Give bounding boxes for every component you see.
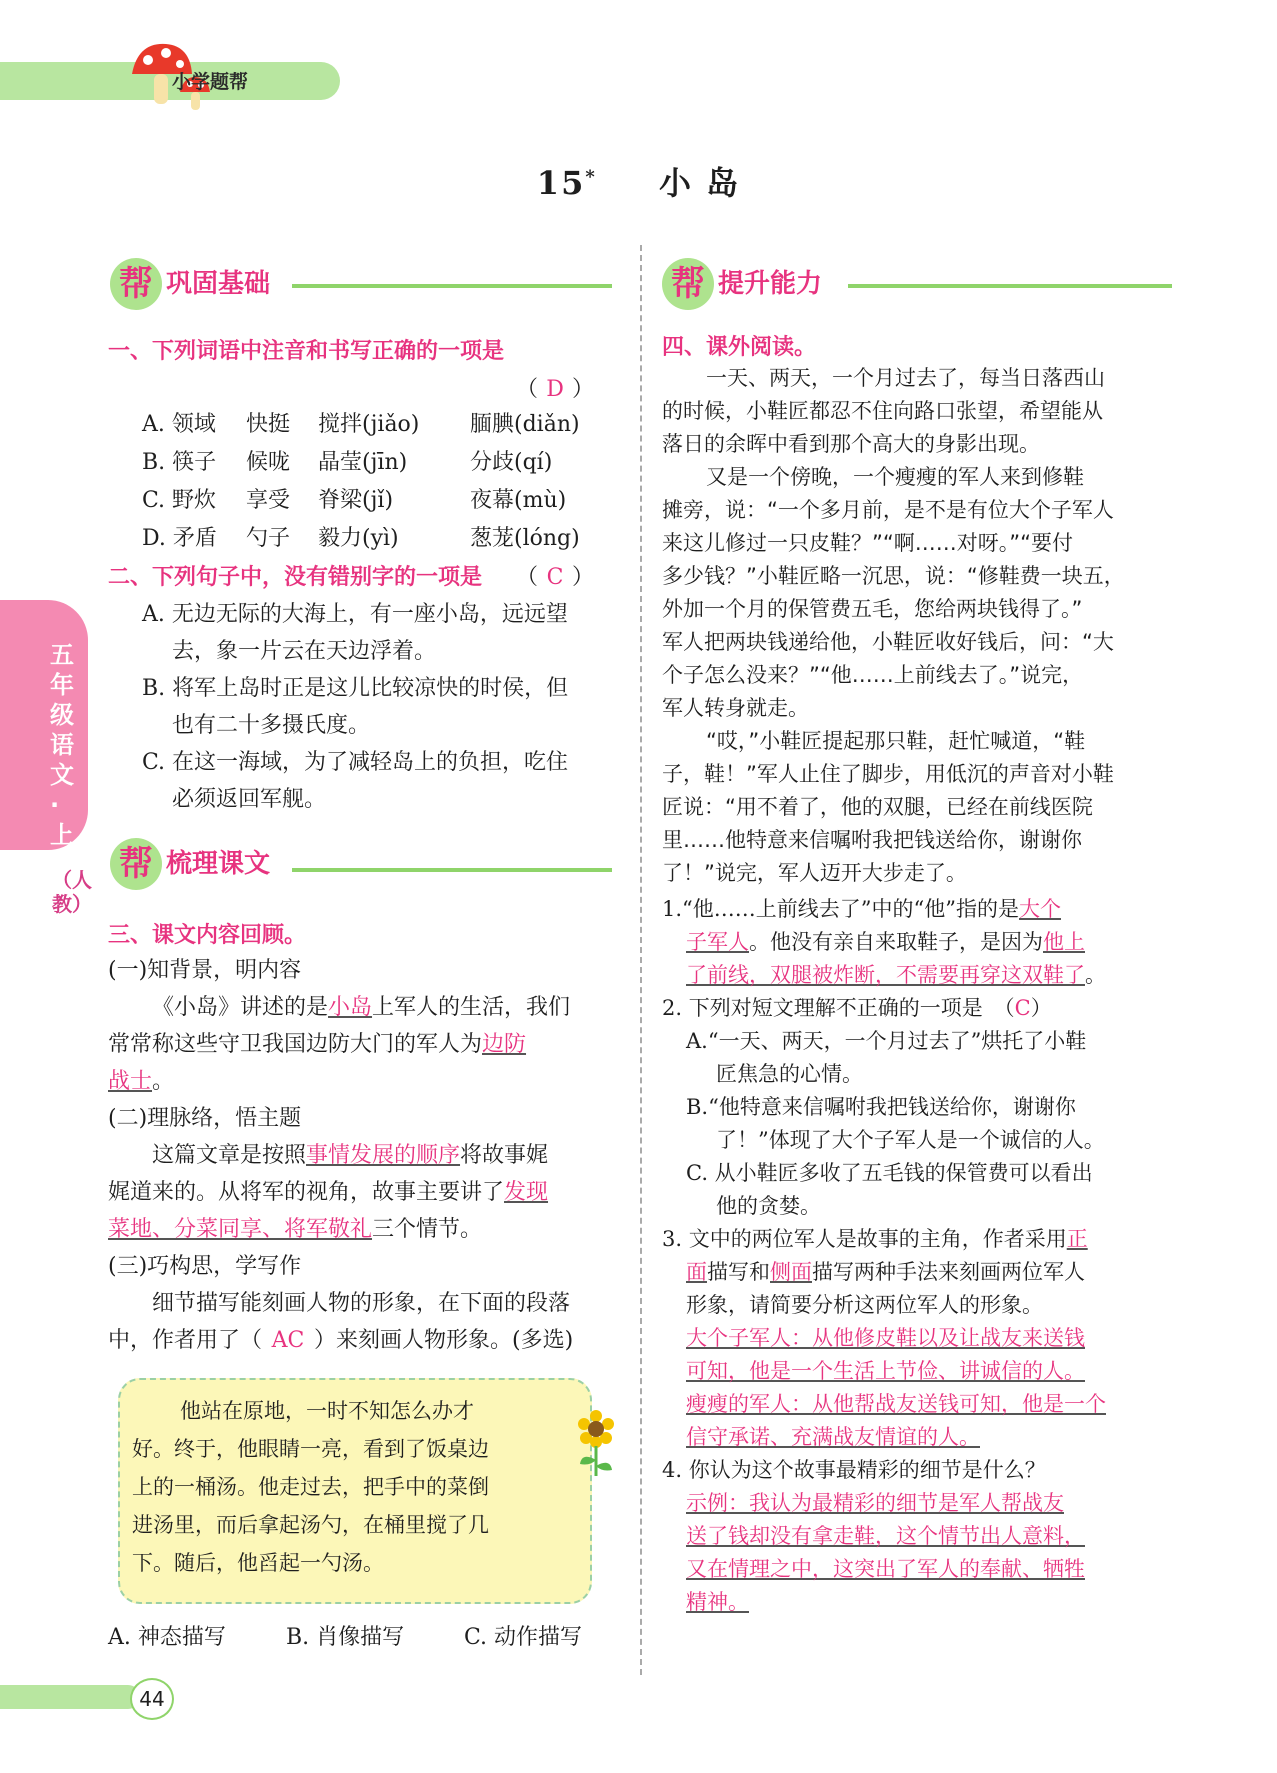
page-footer-band (0, 1685, 140, 1709)
q2-answer-paren: （ C ） (516, 565, 595, 590)
q1-option-d: D. 矛盾 勺子 毅力(yì) 葱茏(lóng) (142, 526, 580, 551)
page-number: 44 (130, 1678, 174, 1720)
section-badge: 帮 (662, 258, 714, 310)
sunflower-icon (576, 1408, 616, 1478)
section-line (848, 284, 1172, 288)
q1-options (142, 406, 622, 558)
q4-stem: 四、课外阅读。 (662, 335, 817, 360)
page-title (0, 158, 1277, 204)
story-excerpt: 他站在原地，一时不知怎么办才 好。终于，他眼睛一亮，看到了饭桌边 上的一桶汤。他走过去，把手中的菜倒 进汤里，而后拿起汤勺，在桶里搅了几 下。随后，他舀起一勺汤。 (132, 1399, 489, 1575)
q4-2-option-c: C. 从小鞋匠多收了五毛钱的保管费可以看出 (686, 1161, 1093, 1185)
q3-answer-island: 小岛 (328, 995, 373, 1020)
q4-passage: 一天、两天，一个月过去了，每当日落西山 的时候，小鞋匠都忍不住向路口张望，希望能从 落日的余晖中看到那个高大的身影出现。 又是一个傍晚，一个瘦瘦的军人来到修鞋 摊旁，说：“一个多月前，是不是有位大个子军人 来这儿修过一只皮鞋？”“啊……对呀。”“要付 多少钱？”小鞋匠略一沉思，说：“修鞋费一块五， 外加一个月的保管费五毛，您给两块钱得了。” 军人把两块钱递给他，小鞋匠收好钱后，问：“大 个子怎么没来？”“他……上前线去了。”说完， 军人转身就走。 “哎，”小鞋匠提起那只鞋，赶忙喊道，“鞋 子，鞋！”军人止住了脚步，用低沉的声音对小鞋 匠说：“用不着了，他的双腿，已经在前线医院 里……他特意来信嘱咐我把钱送给你，谢谢你 了！”说完，军人迈开大步走了。 (662, 366, 1125, 885)
q3-answer-order: 事情发展的顺序 (306, 1143, 461, 1168)
q4-2-option-a: A.“一天、两天，一个月过去了”烘托了小鞋 (686, 1029, 1087, 1053)
series-tag: 小学题帮 (172, 71, 249, 93)
q4-3-answer: 大个子军人：从他修皮鞋以及让战友来送钱 可知，他是一个生活上节俭、讲诚信的人。 瘦瘦的军人：从他帮战友送钱可知，他是一个 信守承诺、充满战友情谊的人。 (686, 1326, 1106, 1449)
q3-part2-heading: (二)理脉络，悟主题 (108, 1106, 302, 1131)
q3-choices: A. 神态描写 B. 肖像描写 C. 动作描写 (108, 1625, 583, 1650)
q3-answer-guards: 边防 (482, 1032, 527, 1057)
q2-stem: 二、下列句子中，没有错别字的一项是 (108, 565, 483, 590)
q4-4-answer: 示例：我认为最精彩的细节是军人帮战友 送了钱却没有拿走鞋，这个情节出人意料， 又在情理之中，这突出了军人的奉献、牺牲 精神。 (686, 1491, 1085, 1614)
q4-3-answer-indirect: 侧面 (770, 1260, 812, 1284)
q3-body: (一)知背景，明内容 《小岛》讲述的是小岛上军人的生活，我们 常常称这些守卫我国边防大门的军人为边防 战士。 (二)理脉络，悟主题 这篇文章是按照事情发展的顺序将故事娓 娓道来的。从将军的视角，故事主要讲了发现 菜地、分菜同享、将军敬礼三个情节。 (三)巧构思，学写作 细节描写能刻画人物的形象，在下面的段落 中，作者用了（ AC ）来刻画人物形象。(多选) (108, 952, 620, 1359)
q3-part3-heading: (三)巧构思，学写作 (108, 1254, 302, 1279)
q4-2-answer: C (1014, 996, 1031, 1020)
q3-stem: 三、课文内容回顾。 (108, 923, 307, 948)
q4-4-stem: 4. 你认为这个故事最精彩的细节是什么？ (662, 1458, 1046, 1482)
section-title-review: 梳理课文 (166, 849, 271, 879)
q1-option-c: C. 野炊 享受 脊梁(jǐ) 夜幕(mù) (142, 488, 567, 513)
section-badge: 帮 (110, 258, 162, 310)
q1-option-b: B. 筷子 候咙 晶莹(jīn) 分歧(qí) (142, 450, 553, 475)
section-badge: 帮 (110, 838, 162, 890)
q1-option-a: A. 领域 快挺 搅拌(jiǎo) 腼腆(diǎn) (142, 412, 580, 437)
q1-answer-paren: （ D ） (516, 377, 595, 402)
lesson-title: 小 岛 (659, 164, 741, 202)
q1-answer: D (546, 377, 564, 402)
section-title-consolidate: 巩固基础 (166, 269, 271, 299)
q2-option-b: B. 将军上岛时正是这儿比较凉快的时侯，但 (142, 676, 569, 701)
q3-part1-heading: (一)知背景，明内容 (108, 958, 302, 983)
q3-answer-plots: 发现 (504, 1180, 549, 1205)
q2-option-a: A. 无边无际的大海上，有一座小岛，远远望 (142, 602, 568, 627)
q4-subquestions: 1.“他……上前线去了”中的“他”指的是大个 子军人。他没有亲自来取鞋子，是因为他上 了前线，双腿被炸断，不需要再穿这双鞋了。 2. 下列对短文理解不正确的一项是 （C） A.“一天、两天，一个月过去了”烘托了小鞋 匠焦急的心情。 B.“他特意来信嘱咐我把钱送给你，谢谢你 了！”体现了大个子军人是一个诚信的人。 C. 从小鞋匠多收了五毛钱的保管费可以看出 他的贪婪。 3. 文中的两位军人是故事的主角，作者采用正 面描写和侧面描写两种手法来刻画两位军人 形象，请简要分析这两位军人的形象。 大个子军人：从他修皮鞋以及让战友来送钱 可知，他是一个生活上节俭、讲诚信的人。 瘦瘦的军人：从他帮战友送钱可知，他是一个 信守承诺、充满战友情谊的人。 4. 你认为这个故事最精彩的细节是什么？ 示例：我认为最精彩的细节是军人帮战友 送了钱却没有拿走鞋，这个情节出人意料， 又在情理之中，这突出了军人的奉献、牺牲 精神。 (662, 893, 1176, 1619)
lesson-mark: * (585, 166, 597, 188)
q2-options: A. 无边无际的大海上，有一座小岛，远远望 去，象一片云在天边浮着。 B. 将军上岛时正是这儿比较凉快的时侯，但 也有二十多摄氏度。 C. 在这一海域，为了减轻岛上的负担，吃住 必须返回军舰。 (142, 596, 622, 818)
q4-1-answer-why: 他上 (1043, 930, 1085, 954)
q4-3-answer-direct: 正 (1066, 1227, 1088, 1251)
section-line (292, 868, 612, 872)
grade-label: 五年级语文·上 (50, 641, 74, 849)
lesson-number: 15 (536, 164, 586, 202)
q4-1-answer-who: 大个 (1018, 897, 1061, 921)
q1-stem: 一、下列词语中注音和书写正确的一项是 (108, 339, 505, 364)
q4-2-option-b: B.“他特意来信嘱咐我把钱送给你，谢谢你 (686, 1095, 1076, 1119)
edition-label: （人教） (52, 868, 92, 916)
section-line (292, 284, 612, 288)
q3-answer-methods: AC (271, 1328, 305, 1353)
section-title-improve: 提升能力 (718, 269, 823, 299)
q2-answer: C (546, 565, 564, 590)
column-divider (640, 245, 642, 1675)
q2-option-c: C. 在这一海域，为了减轻岛上的负担，吃住 (142, 750, 569, 775)
